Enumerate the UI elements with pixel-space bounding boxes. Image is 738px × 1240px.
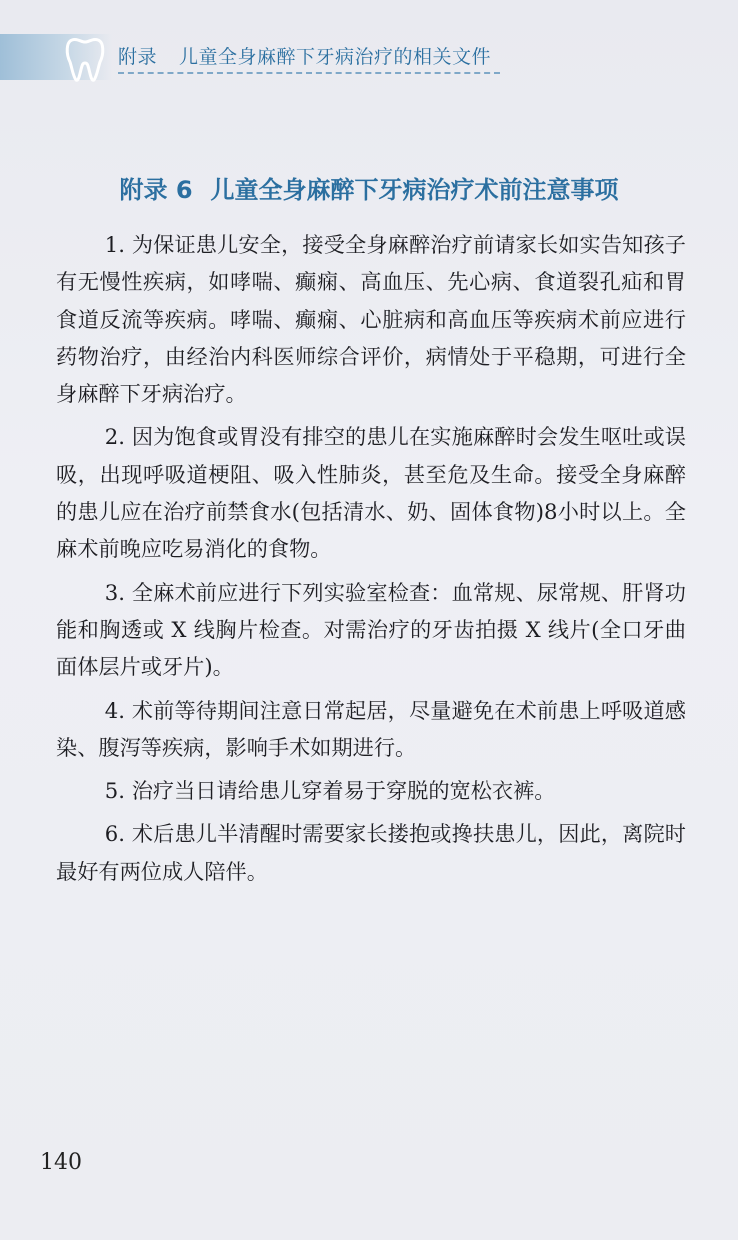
header-section-title: 儿童全身麻醉下牙病治疗的相关文件: [179, 46, 492, 68]
paragraph-1: 1. 为保证患儿安全，接受全身麻醉治疗前请家长如实告知孩子有无慢性疾病，如哮喘、癫痫、高血压、先心病、食道裂孔疝和胃食道反流等疾病。哮喘、癫痫、心脏病和高血压等疾病术前应进行药物治疗，由经治内科医师综合评价，病情处于平稳期，可进行全身麻醉下牙病治疗。: [56, 232, 686, 407]
paragraph-3: 3. 全麻术前应进行下列实验室检查：血常规、尿常规、肝肾功能和胸透或 X 线胸片检查。对需治疗的牙齿拍摄 X 线片(全口牙曲面体层片或牙片)。: [56, 579, 686, 680]
body-text: [56, 226, 686, 896]
appendix-number: 附录 6: [119, 176, 193, 204]
appendix-title: 儿童全身麻醉下牙病治疗术前注意事项: [210, 176, 619, 204]
page-title: [0, 170, 738, 205]
tooth-icon: [62, 32, 108, 84]
paragraph-2: 2. 因为饱食或胃没有排空的患儿在实施麻醉时会发生呕吐或误吸，出现呼吸道梗阻、吸入性肺炎，甚至危及生命。接受全身麻醉的患儿应在治疗前禁食水(包括清水、奶、固体食物)8小时以上。全麻术前晚应吃易消化的食物。: [56, 424, 686, 562]
header-dashed-rule: [118, 72, 500, 74]
page-number: 140: [40, 1150, 82, 1175]
paragraph-6: 6. 术后患儿半清醒时需要家长搂抱或搀扶患儿，因此，离院时最好有两位成人陪伴。: [56, 821, 686, 884]
header-appendix-label: 附录: [118, 46, 158, 68]
paragraph-5: 5. 治疗当日请给患儿穿着易于穿脱的宽松衣裤。: [104, 778, 556, 804]
paragraph-4: 4. 术前等待期间注意日常起居，尽量避免在术前患上呼吸道感染、腹泻等疾病，影响手术如期进行。: [56, 697, 686, 760]
header-text: [118, 42, 491, 69]
running-header: [0, 28, 520, 86]
